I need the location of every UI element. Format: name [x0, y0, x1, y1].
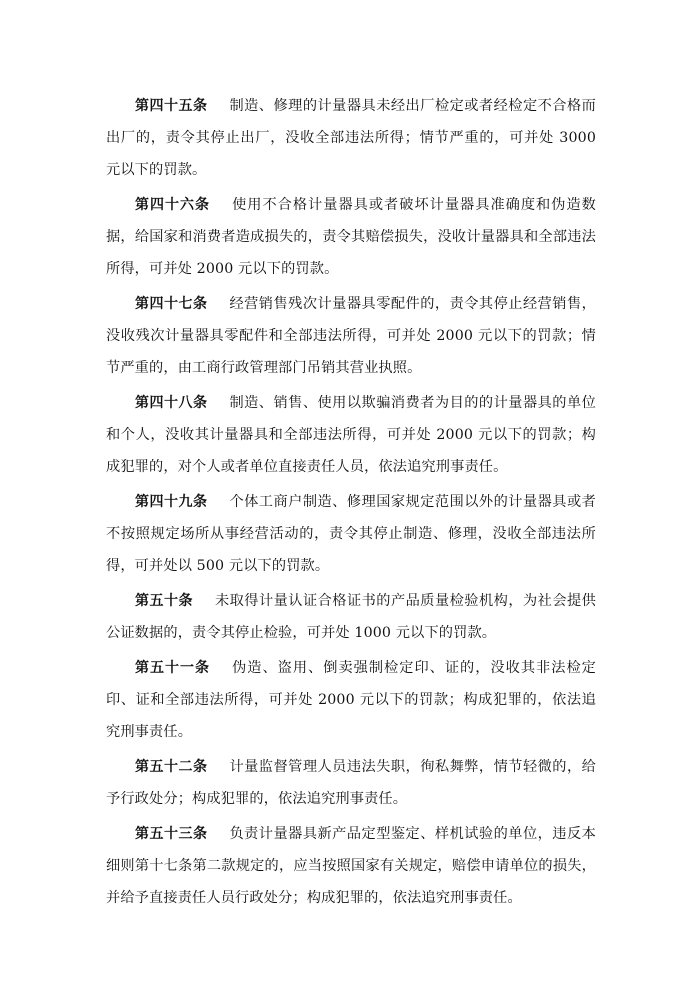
article-47	[106, 288, 596, 384]
article-52	[106, 751, 596, 815]
article-50	[106, 585, 596, 649]
article-text: 个体工商户制造、修理国家规定范围以外的计量器具或者不按照规定场所从事经营活动的，责令其停止制造、修理，没收全部违法所得，可并处以 500 元以下的罚款。	[106, 494, 597, 574]
article-text: 未取得计量认证合格证书的产品质量检验机构，为社会提供公证数据的，责令其停止检验，可并处 1000 元以下的罚款。	[106, 593, 596, 641]
article-53	[106, 818, 596, 914]
article-number: 第四十七条	[135, 296, 208, 312]
article-text: 伪造、盗用、倒卖强制检定印、证的，没收其非法检定印、证和全部违法所得，可并处 2000 元以下的罚款；构成犯罪的，依法追究刑事责任。	[106, 660, 596, 740]
article-45	[106, 90, 596, 186]
article-number: 第五十三条	[135, 826, 208, 842]
article-number: 第五十二条	[135, 759, 208, 775]
article-text: 制造、修理的计量器具未经出厂检定或者经检定不合格而出厂的，责令其停止出厂，没收全部违法所得；情节严重的，可并处 3000 元以下的罚款。	[106, 98, 597, 178]
article-number: 第五十条	[135, 593, 193, 609]
article-text: 负责计量器具新产品定型鉴定、样机试验的单位，违反本细则第十七条第二款规定的，应当按照国家有关规定，赔偿申请单位的损失，并给予直接责任人员行政处分；构成犯罪的，依法追究刑事责任。	[106, 826, 597, 906]
article-text: 使用不合格计量器具或者破坏计量器具准确度和伪造数据，给国家和消费者造成损失的，责令其赔偿损失，没收计量器具和全部违法所得，可并处 2000 元以下的罚款。	[106, 197, 596, 277]
article-number: 第四十五条	[135, 98, 208, 114]
article-number: 第四十九条	[135, 494, 208, 510]
article-text: 经营销售残次计量器具零配件的，责令其停止经营销售，没收残次计量器具零配件和全部违法所得，可并处 2000 元以下的罚款；情节严重的，由工商行政管理部门吊销其营业执照。	[106, 296, 597, 376]
article-number: 第五十一条	[135, 660, 211, 676]
article-text: 计量监督管理人员违法失职，徇私舞弊，情节轻微的，给予行政处分；构成犯罪的，依法追究刑事责任。	[106, 759, 597, 807]
article-number: 第四十八条	[135, 395, 208, 411]
article-48	[106, 387, 596, 483]
article-49	[106, 486, 596, 582]
article-51	[106, 652, 596, 748]
article-number: 第四十六条	[135, 197, 211, 213]
article-46	[106, 189, 596, 285]
article-text: 制造、销售、使用以欺骗消费者为目的的计量器具的单位和个人，没收其计量器具和全部违法所得，可并处 2000 元以下的罚款；构成犯罪的，对个人或者单位直接责任人员，依法追究刑事责任。	[106, 395, 597, 475]
